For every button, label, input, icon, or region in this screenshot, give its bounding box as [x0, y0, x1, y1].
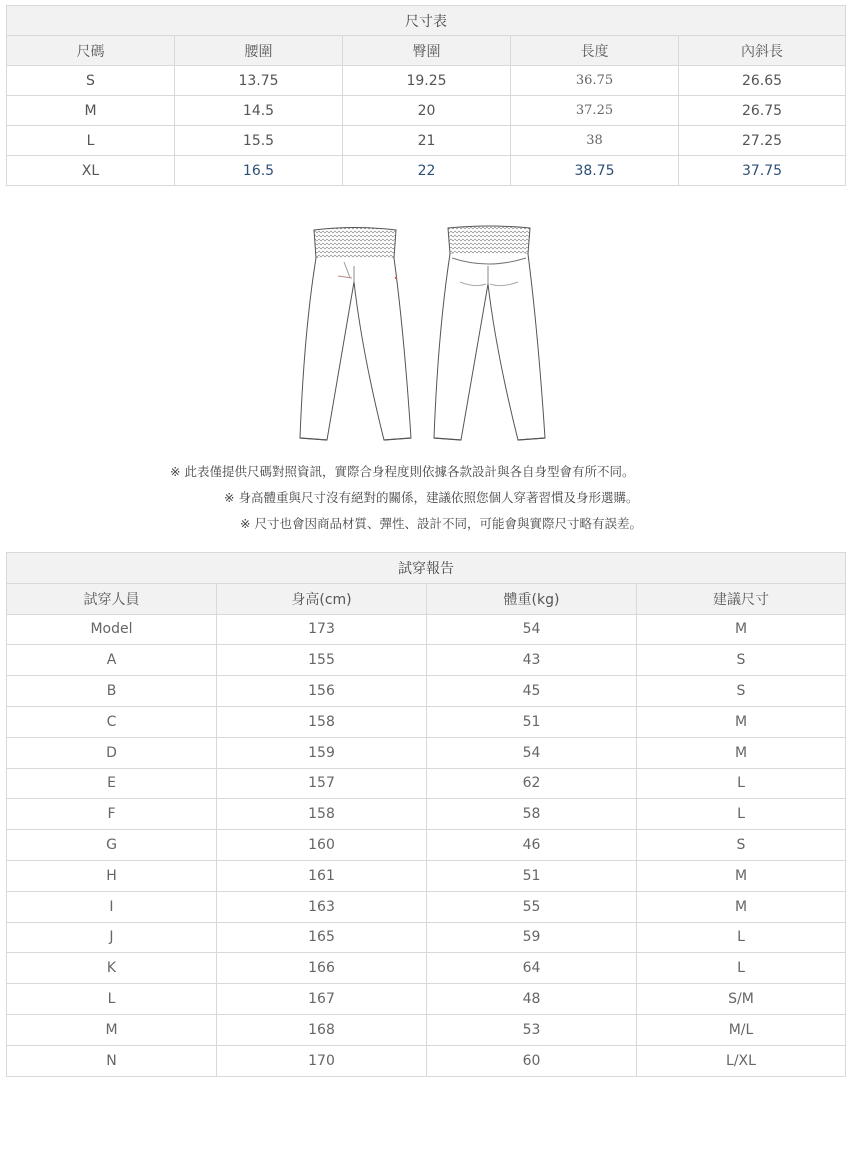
person-cell: M — [7, 1014, 217, 1045]
table-row — [7, 891, 846, 922]
length-cell: 37.25 — [511, 96, 679, 126]
person-cell: E — [7, 768, 217, 799]
weight-cell: 51 — [427, 706, 637, 737]
inseam-cell: 26.75 — [679, 96, 846, 126]
waist-cell: 14.5 — [175, 96, 343, 126]
trial-header-weight: 體重(kg) — [427, 583, 637, 614]
weight-cell: 58 — [427, 799, 637, 830]
size-cell: XL — [7, 156, 175, 186]
height-cell: 167 — [217, 984, 427, 1015]
table-row — [7, 1045, 846, 1076]
size-cell: L — [7, 126, 175, 156]
size-header-hip: 臀圍 — [343, 36, 511, 66]
person-cell: Model — [7, 614, 217, 645]
hip-cell: 22 — [343, 156, 511, 186]
waist-cell: 15.5 — [175, 126, 343, 156]
note-line: ※ 此表僅提供尺碼對照資訊，實際合身程度則依據各款設計與各自身型會有所不同。 — [170, 464, 635, 479]
weight-cell: 48 — [427, 984, 637, 1015]
person-cell: N — [7, 1045, 217, 1076]
person-cell: C — [7, 706, 217, 737]
person-cell: A — [7, 645, 217, 676]
suggested-size-cell: L — [637, 768, 846, 799]
pants-drawing — [290, 222, 560, 450]
height-cell: 165 — [217, 922, 427, 953]
trial-report-table — [6, 552, 846, 1077]
weight-cell: 51 — [427, 860, 637, 891]
table-row — [7, 126, 846, 156]
suggested-size-cell: M — [637, 737, 846, 768]
hip-cell: 19.25 — [343, 66, 511, 96]
size-header-inseam: 內斜長 — [679, 36, 846, 66]
person-cell: H — [7, 860, 217, 891]
hip-cell: 21 — [343, 126, 511, 156]
weight-cell: 43 — [427, 645, 637, 676]
height-cell: 160 — [217, 830, 427, 861]
size-chart-table — [6, 5, 846, 186]
weight-cell: 54 — [427, 737, 637, 768]
suggested-size-cell: S/M — [637, 984, 846, 1015]
weight-cell: 46 — [427, 830, 637, 861]
weight-cell: 55 — [427, 891, 637, 922]
table-row — [7, 953, 846, 984]
inseam-cell: 26.65 — [679, 66, 846, 96]
person-cell: J — [7, 922, 217, 953]
table-row — [7, 922, 846, 953]
height-cell: 159 — [217, 737, 427, 768]
weight-cell: 54 — [427, 614, 637, 645]
table-row — [7, 984, 846, 1015]
length-cell: 38.75 — [511, 156, 679, 186]
weight-cell: 45 — [427, 676, 637, 707]
size-cell: S — [7, 66, 175, 96]
table-row — [7, 768, 846, 799]
table-row — [7, 156, 846, 186]
note-line: ※ 身高體重與尺寸沒有絕對的關係，建議依照您個人穿著習慣及身形選購。 — [224, 490, 639, 505]
weight-cell: 53 — [427, 1014, 637, 1045]
weight-cell: 59 — [427, 922, 637, 953]
height-cell: 170 — [217, 1045, 427, 1076]
weight-cell: 62 — [427, 768, 637, 799]
waist-cell: 13.75 — [175, 66, 343, 96]
trial-header-person: 試穿人員 — [7, 583, 217, 614]
table-row — [7, 676, 846, 707]
height-cell: 168 — [217, 1014, 427, 1045]
table-row — [7, 706, 846, 737]
height-cell: 163 — [217, 891, 427, 922]
size-header-length: 長度 — [511, 36, 679, 66]
height-cell: 156 — [217, 676, 427, 707]
suggested-size-cell: S — [637, 645, 846, 676]
suggested-size-cell: L — [637, 953, 846, 984]
suggested-size-cell: L/XL — [637, 1045, 846, 1076]
suggested-size-cell: M — [637, 891, 846, 922]
person-cell: L — [7, 984, 217, 1015]
height-cell: 157 — [217, 768, 427, 799]
person-cell: B — [7, 676, 217, 707]
suggested-size-cell: L — [637, 799, 846, 830]
size-chart-title: 尺寸表 — [7, 6, 846, 36]
suggested-size-cell: S — [637, 830, 846, 861]
inseam-cell: 37.75 — [679, 156, 846, 186]
height-cell: 173 — [217, 614, 427, 645]
weight-cell: 60 — [427, 1045, 637, 1076]
back-view — [434, 226, 545, 440]
suggested-size-cell: L — [637, 922, 846, 953]
inseam-cell: 27.25 — [679, 126, 846, 156]
table-row — [7, 96, 846, 126]
suggested-size-cell: M/L — [637, 1014, 846, 1045]
height-cell: 158 — [217, 799, 427, 830]
height-cell: 161 — [217, 860, 427, 891]
size-cell: M — [7, 96, 175, 126]
table-row — [7, 66, 846, 96]
suggested-size-cell: M — [637, 614, 846, 645]
person-cell: G — [7, 830, 217, 861]
front-view — [300, 228, 411, 441]
note-line: ※ 尺寸也會因商品材質、彈性、設計不同，可能會與實際尺寸略有誤差。 — [240, 516, 642, 531]
table-row — [7, 860, 846, 891]
size-header-size: 尺碼 — [7, 36, 175, 66]
table-row — [7, 645, 846, 676]
suggested-size-cell: M — [637, 706, 846, 737]
hip-cell: 20 — [343, 96, 511, 126]
length-cell: 38 — [511, 126, 679, 156]
trial-report-title: 試穿報告 — [7, 553, 846, 584]
person-cell: F — [7, 799, 217, 830]
suggested-size-cell: M — [637, 860, 846, 891]
table-row — [7, 799, 846, 830]
length-cell: 36.75 — [511, 66, 679, 96]
height-cell: 155 — [217, 645, 427, 676]
table-row — [7, 830, 846, 861]
table-row — [7, 614, 846, 645]
table-row — [7, 737, 846, 768]
height-cell: 166 — [217, 953, 427, 984]
height-cell: 158 — [217, 706, 427, 737]
size-header-waist: 腰圍 — [175, 36, 343, 66]
person-cell: K — [7, 953, 217, 984]
table-row — [7, 1014, 846, 1045]
waist-cell: 16.5 — [175, 156, 343, 186]
weight-cell: 64 — [427, 953, 637, 984]
trial-header-size: 建議尺寸 — [637, 583, 846, 614]
person-cell: D — [7, 737, 217, 768]
trial-header-height: 身高(cm) — [217, 583, 427, 614]
suggested-size-cell: S — [637, 676, 846, 707]
person-cell: I — [7, 891, 217, 922]
